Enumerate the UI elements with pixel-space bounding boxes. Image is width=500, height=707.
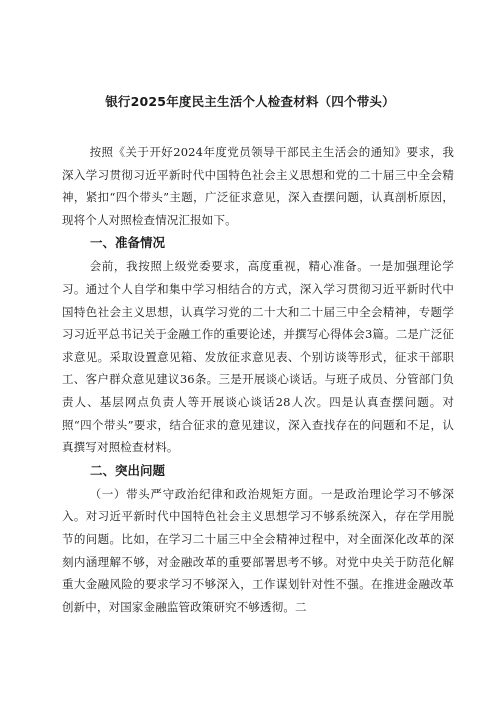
document-body [62,141,454,618]
intro-paragraph: 按照《关于开好2024年度党员领导干部民主生活会的通知》要求，我深入学习贯彻习近平新时代中国特色社会主义思想和党的二十届三中全会精神，紧扣“四个带头”主题，广泛征求意见，深入查摆问题，认真剖析原因，现将个人对照检查情况汇报如下。 [62,145,454,227]
document-title: 银行2025年度民主生活个人检查材料（四个带头） [105,94,395,109]
section-heading-preparation: 一、准备情况 [90,235,166,251]
section-paragraph: 会前，我按照上级党委要求，高度重视，精心准备。一是加强理论学习。通过个人自学和集中学习相结合的方式，深入学习贯彻习近平新时代中国特色社会主义思想，认真学习党的二十大和二十届三中全会精神，专题学习习近平总书记关于金融工作的重要论述，并撰写心得体会3篇。二是广泛征求意见。采取设置意见箱、发放征求意见表、个别访谈等形式，征求干部职工、客户群众意见建议36条。三是开展谈心谈话。与班子成员、分管部门负责人、基层网点负责人等开展谈心谈话28人次。四是认真查摆问题。对照“四个带头”要求，结合征求的意见建议，深入查找存在的问题和不足，认真撰写对照检查材料。 [62,259,454,455]
section-paragraph: （一）带头严守政治纪律和政治规矩方面。一是政治理论学习不够深入。对习近平新时代中国特色社会主义思想学习不够系统深入，存在学用脱节的问题。比如，在学习二十届三中全会精神过程中，对全面深化改革的深刻内涵理解不够，对金融改革的重要部署思考不够。对党中央关于防范化解重大金融风险的要求学习不够深入，工作谋划针对性不强。在推进金融改革创新中，对国家金融监管政策研究不够透彻。二 [62,486,454,614]
section-heading-problems: 二、突出问题 [90,462,166,478]
